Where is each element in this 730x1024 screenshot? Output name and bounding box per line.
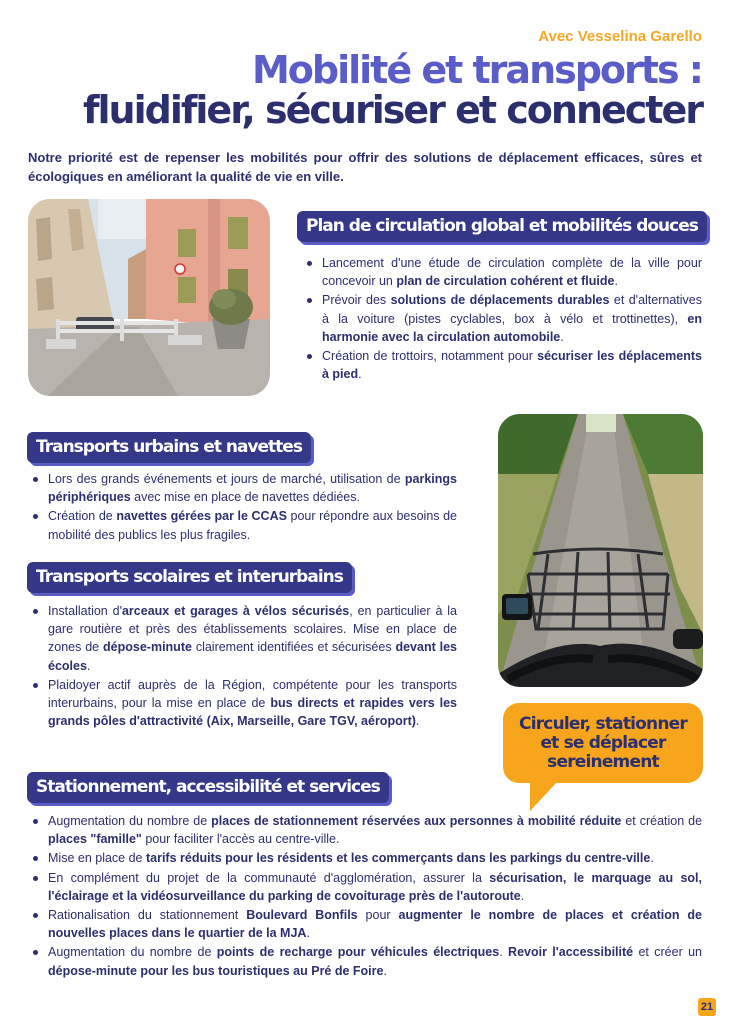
emphasis-text: devant les écoles: [48, 640, 457, 673]
page-title-line-1: Mobilité et transports :: [251, 48, 702, 92]
body-text: Augmentation du nombre de: [48, 814, 212, 828]
emphasis-text: parkings périphériques: [48, 472, 457, 505]
list-item: [28, 849, 702, 867]
emphasis-text: places de stationnement réservées aux personnes à mobilité réduite: [211, 814, 622, 828]
body-text: Création de trottoirs, notamment pour: [322, 349, 538, 364]
author-kicker: Avec Vesselina Garello: [538, 28, 702, 45]
body-text: pour faciliter l'accès au centre-ville.: [141, 832, 340, 847]
emphasis-text: plan de circulation cohérent et fluide: [396, 274, 615, 289]
street-barrier-photo: [28, 199, 270, 396]
body-text: clairement identifiées et sécurisées: [191, 640, 396, 655]
body-text: Rationalisation du stationnement: [48, 908, 247, 923]
emphasis-text: bus directs et rapides vers les grands pôles d'attractivité (Aix, Marseille, Gare TGV, aéroport): [48, 696, 457, 729]
transports-scolaires-list: [28, 602, 457, 731]
body-text: Lancement d'une étude de circulation complète de la ville pour concevoir un: [322, 256, 702, 289]
list-item: [302, 254, 702, 290]
list-item: [302, 347, 702, 383]
emphasis-text: sécuriser les déplacements à pied: [322, 349, 702, 382]
emphasis-text: Revoir l'accessibilité: [508, 945, 634, 960]
body-text: .: [306, 926, 310, 941]
callout-bubble: [503, 703, 703, 783]
body-text: .: [86, 658, 91, 673]
emphasis-text: navettes gérées par le CCAS: [116, 509, 287, 524]
callout-text: Circuler, stationner et se déplacer sereinement: [519, 713, 687, 772]
body-text: Installation d': [48, 604, 122, 618]
emphasis-text: sécurisation, le marquage au sol, l'éclairage et la vidéosurveillance du parking de covoiturage près de l'autoroute: [48, 870, 702, 903]
page-number: 21: [698, 998, 716, 1016]
body-text: Augmentation du nombre de: [48, 945, 217, 960]
callout-tail: [530, 781, 558, 811]
body-text: .: [415, 714, 420, 729]
body-text: .: [520, 888, 525, 903]
transports-urbains-list: [28, 470, 457, 545]
body-text: pour: [357, 908, 399, 923]
body-text: .: [358, 367, 362, 382]
list-item: [28, 470, 457, 506]
emphasis-text: augmenter le nombre de places et création de nouvelles places dans le quartier de la MJA: [48, 908, 702, 941]
body-text: Création de: [48, 509, 117, 524]
list-item: [28, 812, 702, 848]
emphasis-text: tarifs réduits pour les résidents et les commerçants dans les parkings du centre-ville: [145, 851, 651, 866]
list-item: [28, 602, 457, 675]
body-text: Plaidoyer actif auprès de la Région, compétente pour les transports interurbains, pour la mise en place de: [48, 677, 457, 711]
emphasis-text: dépose-minute: [103, 640, 192, 655]
emphasis-text: solutions de déplacements durables: [390, 293, 610, 308]
body-text: .: [650, 851, 654, 866]
page-title-line-2: fluidifier, sécuriser et connecter: [83, 88, 702, 132]
section-title-transports-scolaires: Transports scolaires et interurbains: [27, 562, 352, 593]
body-text: Prévoir des: [322, 293, 391, 308]
body-text: , en particulier à la gare routière et près des établissements scolaires. Mise en place de zones de: [48, 604, 457, 655]
page-title: [83, 50, 702, 130]
section-title-stationnement: Stationnement, accessibilité et services: [27, 772, 389, 803]
body-text: et d'alternatives à la voiture (pistes cyclables, box à vélo et trottinettes),: [322, 293, 702, 326]
emphasis-text: dépose-minute pour les bus touristiques au Pré de Foire: [48, 963, 384, 978]
section-title-transports-urbains: Transports urbains et navettes: [27, 432, 311, 463]
bike-path-photo: [498, 414, 703, 687]
body-text: .: [383, 963, 387, 978]
emphasis-text: Boulevard Bonfils: [246, 908, 358, 923]
body-text: et créer un: [633, 945, 702, 960]
emphasis-text: places "famille": [48, 832, 142, 847]
list-item: [28, 507, 457, 543]
body-text: avec mise en place de navettes dédiées.: [130, 490, 360, 505]
list-item: [28, 869, 702, 905]
stationnement-list: [28, 812, 702, 981]
body-text: Mise en place de: [48, 851, 146, 866]
body-text: Lors des grands événements et jours de marché, utilisation de: [48, 472, 405, 486]
body-text: .: [560, 329, 564, 344]
body-text: pour répondre aux besoins de mobilité des publics les plus fragiles.: [48, 509, 458, 542]
emphasis-text: points de recharge pour véhicules électriques: [216, 945, 500, 960]
section-title-plan-circulation: Plan de circulation global et mobilités douces: [297, 211, 707, 242]
list-item: [28, 943, 702, 979]
body-text: et création de: [621, 814, 703, 828]
list-item: [28, 906, 702, 942]
body-text: .: [499, 945, 509, 960]
body-text: .: [614, 274, 618, 289]
emphasis-text: arceaux et garages à vélos sécurisés: [121, 604, 350, 618]
list-item: [302, 291, 702, 346]
intro-paragraph: Notre priorité est de repenser les mobilités pour offrir des solutions de déplacement efficaces, sûres et écologiques en améliorant la qualité de vie en ville.: [28, 150, 702, 184]
emphasis-text: en harmonie avec la circulation automobile: [322, 311, 702, 344]
list-item: [28, 676, 457, 731]
body-text: En complément du projet de la communauté d'agglomération, assurer la: [48, 870, 490, 885]
plan-circulation-list: [302, 254, 702, 384]
